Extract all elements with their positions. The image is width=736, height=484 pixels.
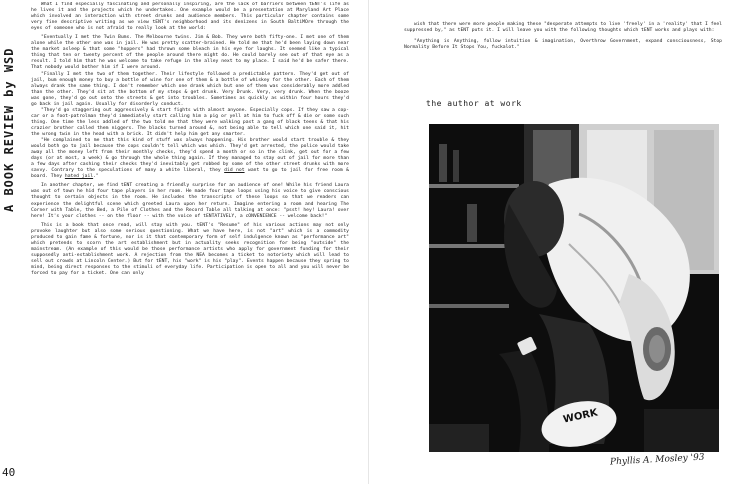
vertical-review-title: A BOOK REVIEW by WSD: [2, 47, 16, 213]
paragraph-twin-bums: "Eventually I met the Twin Bums. The Melbourne twins. Jim & Bob. They were both fifty-one. I met one of them alone while the other one was in jail. He was pretty scatter-brained. He told me that he'd been laying down near the market asleep & that some "hoppers" had thrown some bleach in his eye for laughs. It seemed like a typical thing that ten or twenty percent of the people around there might do. He could barely see out of that eye as a result. I told him that he was welcome to take refuge in the alley next to my place. I said he'd be safer there. That nobody would bother him if I were around.: [31, 35, 349, 71]
artist-signature: Phyllis A. Mosley '93: [609, 452, 705, 468]
underlined-did-not: did not: [224, 168, 245, 174]
paragraph-complained-end: .": [93, 174, 99, 180]
underlined-hated-jail: hated jail: [64, 174, 94, 180]
paragraph-complained-text: "He complained to me that this kind of stuff was always happening. His brother would start trouble & they would both go to jail because the cops couldn't tell which was which. They'd get arrested, the police would take away all the money left from their monthly checks, they'd spend a month or so in the clink, get out for a few days (or at most, a week) & go through the whole thing again. If they managed to stay out of jail for more than a few days after cashing their checks they'd inevitably get robbed by some of the other street drunks with more savvy. Contrary to the speculations of many a white liberal, they: [31, 138, 349, 174]
paragraph-complained-middle: want to go to jail for free room & board. They: [31, 168, 349, 180]
paragraph-intro: What I find especially fascinating and personally inspiring, are the lack of barriers between tENT's life as he lives it and the projects which he undertakes. One example would be a presentation at Maryland Art Place which involved an interaction with street drunks and audience members. This particular chapter contains some very fine descriptive writing as we view tENT's neighborhood and its denizens in South BaltiMOre through the eyes of someone who is not afraid to really look at the world:: [31, 2, 349, 32]
right-page-text: [404, 22, 722, 51]
author-photo: [429, 124, 719, 452]
paragraph-this-is-a-book: This is a book that once read, will stay with you. tENT's "Resume" of his various actions may not only provoke laughter but also some serious questioning. What we have here, is not "art" which is a commodity produced to gain fame & fortune, nor is it that contemporary form of self indulgence known as "performance art" which pretends to scorn the art establishment but in actuality seeks recognition for being "outside" the mainstream. (An example of this would be those performance artists who apply for government funding for their supposedly anti-establishment work. A rejection from the NEA becomes a ticket to notoriety which will lead to sell out crowds at Lincoln Center.) But for tENT, his "work" is his "play". Events happen because they spring to mind, being direct responses to the stimuli of everyday life. Participation is open to all and you will never be forced to pay for a ticket. One can only: [31, 222, 349, 277]
photo-caption: the author at work: [426, 99, 522, 108]
paragraph-wish: wish that there were more people making these "desperate attempts to live 'freely' in a 'reality' that I feel suppressed by," as tENT puts it. I will leave you with the following thoughts which tENT works and plays with:: [404, 22, 722, 34]
page-number: 40: [2, 466, 16, 479]
page-gutter: [368, 0, 369, 484]
paragraph-another-chapter: In another chapter, we find tENT creating a friendly surprise for an audience of one! While his friend Laura was out of town he hid four tape players in her room. He made four tape loops using his voice to give conscious thought to certain objects in the room. He includes the transcripts of these loops so that we readers can experience the delightful scene which greeted Laura upon her return. Imagine entering a room and hearing The Corner with Table, the Bed, a Pile of Clothes and the Record Table all talking at once: "psst! hey! Laura! over here! It's your clothes -- on the floor -- with the voice of tENTATIVELY, a cONVENIENCE -- welcome back!": [31, 183, 349, 219]
left-page-text: [31, 2, 349, 464]
paragraph-anything-quote: "Anything is Anything, follow intuition & imagination, Overthrow Government, expand consciousness, Stop Normality Before It Stops You, fuckalot.": [404, 39, 722, 51]
photo-work-text: WORK: [562, 407, 599, 426]
paragraph-lifestyle: "Finally I met the two of them together. Their lifestyle followed a predictable pattern. They'd get out of jail, bum enough money to buy a bottle of wine for one of them & a bottle of whiskey for the other. Each of them always drank the same thing. I don't remember which one drank which but one of them was considerably more addled than the other. They'd sit at the bottom of my steps & get drunk. Very Drunk. Very, very drunk. When the booze was gone, they'd go out onto the streets & get into troubles. Sometimes as quickly as within four hours they'd go back in jail again. Usually for disorderly conduct.: [31, 71, 349, 107]
paragraph-staggering: "They'd go staggering out aggressively & start fights with almost anyone. Especially cops. If they saw a cop-car or a foot-patrolman they'd immediately start calling him a pig or yell at him to fuck off & die or some such thing. One time the less addled of the two told me that they were walking past a gang of black teens & that his crazier brother called them niggers. The blacks turned around &, not being able to tell which one said it, hit the wrong twin in the head with a brick. It didn't help him get any smarter.: [31, 107, 349, 137]
paragraph-complained: [31, 138, 349, 180]
author-photo-drawing: [429, 124, 719, 452]
